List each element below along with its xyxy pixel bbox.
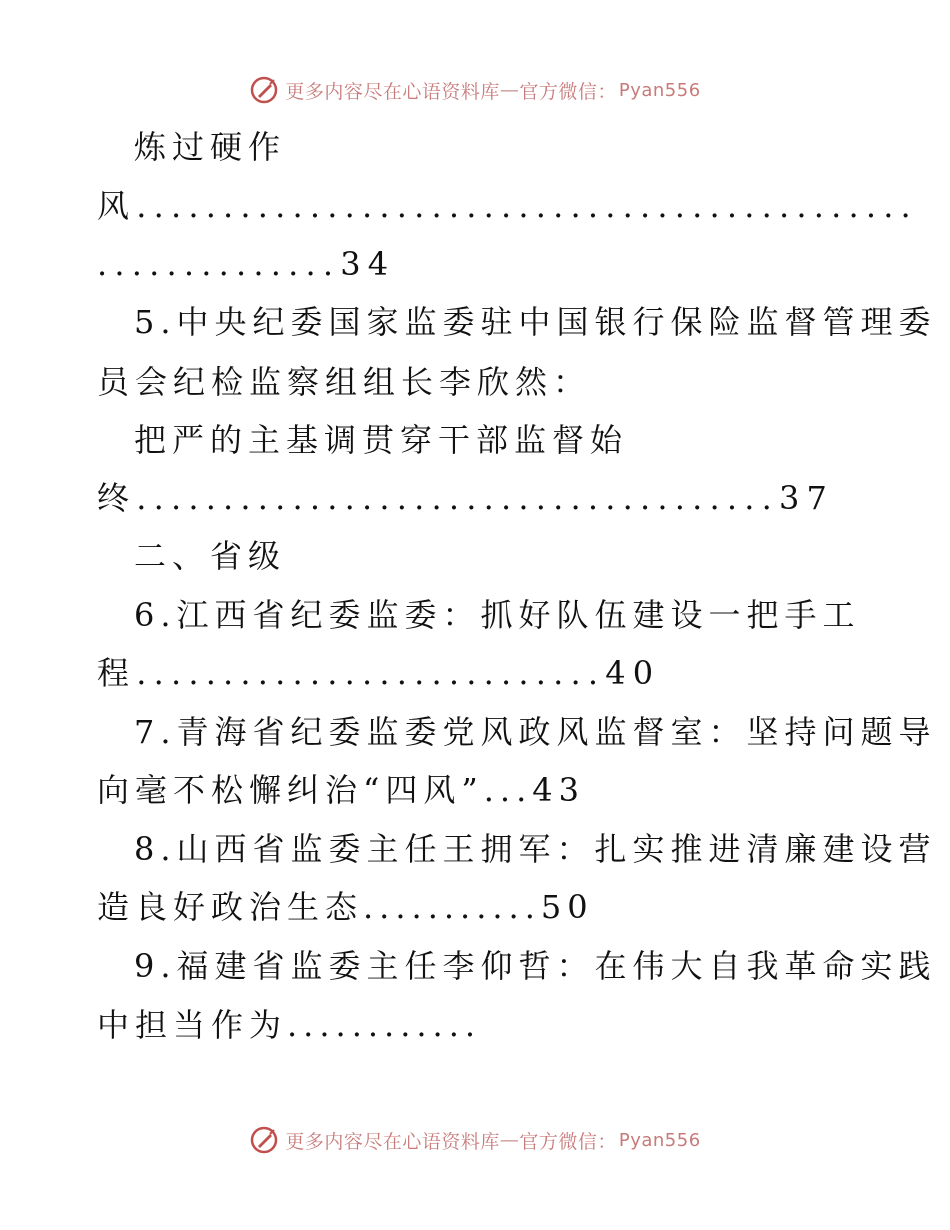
- watermark-text: 更多内容尽在心语资料库: [285, 80, 500, 103]
- toc-line: 7.青海省纪委监委党风政风监督室：坚持问题导: [134, 713, 937, 751]
- quill-circle-icon: [249, 75, 279, 105]
- header-watermark: [0, 70, 950, 110]
- toc-line: 5.中央纪委国家监委驻中国银行保险监督管理委: [134, 303, 937, 341]
- toc-line: 向毫不松懈纠治“四风”...43: [97, 771, 585, 809]
- watermark-dash: —: [499, 79, 520, 101]
- toc-line: 炼过硬作: [134, 128, 287, 166]
- toc-line: 6.江西省纪委监委：抓好队伍建设一把手工: [134, 596, 861, 634]
- toc-line: 终.....................................37: [97, 479, 835, 517]
- toc-line: 9.福建省监委主任李仰哲：在伟大自我革命实践: [134, 947, 937, 985]
- watermark-official: 官方微信：: [519, 80, 617, 103]
- watermark-text: 更多内容尽在心语资料库: [285, 1130, 500, 1153]
- quill-circle-icon: [249, 1125, 279, 1155]
- watermark-official: 官方微信：: [519, 1130, 617, 1153]
- watermark-dash: —: [499, 1129, 520, 1151]
- toc-line: 中担当作为............: [97, 1006, 482, 1044]
- toc-line: 8.山西省监委主任王拥军：扎实推进清廉建设营: [134, 830, 937, 868]
- footer-watermark: [0, 1120, 950, 1160]
- toc-line: 把严的主基调贯穿干部监督始: [134, 421, 629, 459]
- watermark-wechat-id: Pyan556: [618, 1129, 701, 1151]
- toc-line: 员会纪检监察组组长李欣然：: [97, 363, 592, 401]
- toc-line: ..............34: [97, 245, 396, 283]
- toc-line: 程...........................40: [97, 654, 661, 692]
- toc-line: 造良好政治生态...........50: [97, 888, 594, 926]
- watermark-wechat-id: Pyan556: [618, 79, 701, 101]
- section-heading: 二、省级: [134, 537, 287, 575]
- toc-line: 风.............................................: [97, 187, 918, 225]
